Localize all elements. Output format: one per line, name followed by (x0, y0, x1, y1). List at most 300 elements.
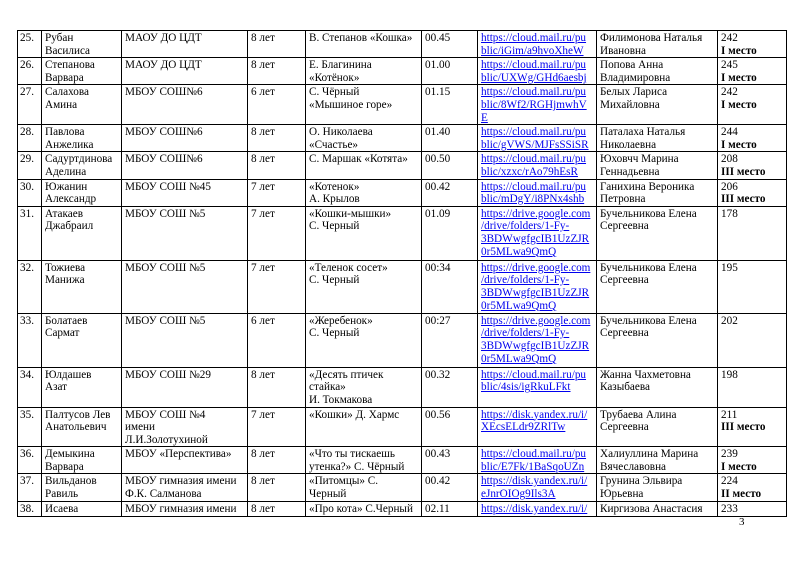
teacher-name-line: Юховчч Марина (600, 153, 679, 166)
video-link[interactable] (481, 181, 593, 206)
table-row (18, 31, 787, 58)
duration-line: 00.42 (425, 180, 451, 193)
table-row (18, 407, 787, 447)
participant-name-line: Манижа (45, 274, 85, 287)
work-title-cell (306, 85, 422, 125)
teacher-name-line: Паталаха Наталья (600, 126, 686, 139)
school-line: МБОУ СОШ№6 (125, 86, 203, 99)
table-row (18, 85, 787, 125)
work-title-cell (306, 125, 422, 152)
work-title-cell (306, 313, 422, 367)
video-link-line: https://drive.google.com (481, 314, 591, 327)
participant-name-cell (42, 313, 122, 367)
participant-name-cell (42, 501, 122, 516)
age-cell (248, 58, 306, 85)
video-link[interactable] (481, 315, 593, 365)
participant-name-line: Болатаев (45, 314, 88, 327)
duration-cell (422, 474, 478, 501)
school-cell (122, 58, 248, 85)
age-cell (248, 313, 306, 367)
teacher-name-line: Бучельникова Елена (600, 261, 697, 274)
work-title-cell (306, 501, 422, 516)
teacher-name-line: Грунина Эльвира (600, 475, 683, 488)
age-cell (248, 125, 306, 152)
video-link-line: https://disk.yandex.ru/i/ (481, 475, 588, 488)
participant-name-line: Анжелика (45, 138, 94, 151)
participant-name-line: Рубан (45, 32, 74, 44)
row-number-cell (18, 85, 42, 125)
age-line: 8 лет (251, 153, 275, 166)
row-number-line: 32. (20, 261, 34, 274)
participant-name-line: Аделина (45, 165, 87, 178)
duration-line: 00.42 (425, 475, 451, 488)
score-cell (718, 125, 787, 152)
work-title-line: Черный (309, 488, 347, 501)
score-cell (718, 179, 787, 206)
video-link[interactable] (481, 32, 593, 57)
participant-name-line: Василиса (45, 44, 91, 57)
age-line: 7 лет (251, 408, 275, 421)
work-title-cell (306, 206, 422, 260)
video-link-cell[interactable] (478, 447, 597, 474)
duration-cell (422, 313, 478, 367)
participant-name-cell (42, 447, 122, 474)
school-cell (122, 501, 248, 516)
score-line: 245 (721, 59, 738, 72)
work-title-line: «Теленок сосет» (309, 261, 388, 274)
video-link-line: /drive/folders/1-Fy- (481, 220, 570, 233)
duration-line: 01.40 (425, 126, 451, 139)
row-number-line: 29. (20, 153, 34, 166)
duration-line: 02.11 (425, 502, 450, 515)
school-cell (122, 260, 248, 313)
school-line: МБОУ гимназия имени (125, 502, 237, 515)
participant-name-line: Тожиева (45, 261, 86, 274)
school-cell (122, 179, 248, 206)
school-cell (122, 407, 248, 447)
score-line: 178 (721, 207, 738, 220)
score-cell (718, 58, 787, 85)
age-line: 6 лет (251, 314, 275, 327)
school-line: МБОУ «Перспектива» (125, 448, 232, 461)
teacher-name-line: Халиуллина Марина (600, 448, 699, 461)
teacher-name-line: Михайловна (600, 98, 660, 111)
teacher-name-cell (597, 501, 718, 516)
row-number-cell (18, 313, 42, 367)
participant-name-line: Анатольевич (45, 421, 107, 434)
duration-cell (422, 179, 478, 206)
table-row (18, 125, 787, 152)
participant-name-cell (42, 206, 122, 260)
row-number-line: 25. (20, 32, 34, 44)
work-title-cell (306, 407, 422, 447)
table-row (18, 152, 787, 179)
page-number: 3 (739, 516, 745, 528)
duration-cell (422, 152, 478, 179)
row-number-cell (18, 474, 42, 501)
teacher-name-line: Геннадьевна (600, 165, 660, 178)
video-link-cell[interactable] (478, 501, 597, 516)
video-link-cell[interactable] (478, 31, 597, 58)
score-cell (718, 31, 787, 58)
work-title-line: «Десять птичек (309, 368, 384, 381)
video-link-line: blic/xzxc/rAo79hEsR (481, 165, 578, 178)
video-link[interactable] (481, 126, 593, 151)
duration-line: 00.50 (425, 153, 451, 166)
video-link-line: https://cloud.mail.ru/pu (481, 86, 587, 99)
video-link[interactable] (481, 475, 593, 500)
work-title-line: «Кошки» Д. Хармс (309, 408, 400, 421)
video-link-line: blic/gVWS/MJFsSSiSR (481, 138, 589, 151)
video-link-line: https://cloud.mail.ru/pu (481, 59, 587, 72)
place-award: III место (721, 421, 766, 434)
work-title-cell (306, 58, 422, 85)
video-link[interactable] (481, 208, 593, 258)
place-award: I место (721, 98, 757, 111)
school-line: МБОУ СОШ№6 (125, 153, 203, 166)
score-line: 211 (721, 408, 738, 421)
participant-name-cell (42, 260, 122, 313)
video-link[interactable] (481, 503, 593, 516)
score-line: 206 (721, 180, 738, 193)
school-line: МБОУ СОШ №5 (125, 261, 206, 274)
video-link-line: https://drive.google.com (481, 261, 591, 274)
video-link-line: https://cloud.mail.ru/pu (481, 126, 587, 139)
table-row (18, 501, 787, 516)
video-link-line: blic/8Wf2/RGHjmwhV (481, 98, 587, 111)
age-cell (248, 31, 306, 58)
work-title-cell (306, 474, 422, 501)
score-cell (718, 407, 787, 447)
age-line: 7 лет (251, 180, 275, 193)
duration-cell (422, 31, 478, 58)
age-cell (248, 206, 306, 260)
work-title-cell (306, 31, 422, 58)
duration-line: 00.56 (425, 408, 451, 421)
duration-cell (422, 501, 478, 516)
video-link[interactable] (481, 262, 593, 312)
teacher-name-line: Бучельникова Елена (600, 207, 697, 220)
video-link-line: 0r5MLwa9QmQ (481, 245, 557, 258)
duration-line: 00:34 (425, 261, 451, 274)
school-line: имени (125, 421, 156, 434)
age-line: 7 лет (251, 207, 275, 220)
teacher-name-cell (597, 85, 718, 125)
duration-cell (422, 260, 478, 313)
teacher-name-cell (597, 179, 718, 206)
video-link-line: blic/E7Fk/1BaSqoUZn (481, 460, 585, 473)
school-cell (122, 206, 248, 260)
score-line: 195 (721, 261, 738, 274)
age-cell (248, 152, 306, 179)
place-award: I место (721, 71, 757, 84)
school-line: МБОУ СОШ №5 (125, 314, 206, 327)
work-title-cell (306, 447, 422, 474)
table-row (18, 474, 787, 501)
participant-name-line: Павлова (45, 126, 85, 139)
row-number-line: 34. (20, 368, 34, 381)
participant-name-line: Атакаев (45, 207, 83, 220)
video-link-line: 3BDWwgfgcIB1UzZJR (481, 232, 590, 245)
video-link[interactable] (481, 448, 593, 473)
row-number-cell (18, 152, 42, 179)
score-line: 239 (721, 448, 738, 461)
duration-line: 00:27 (425, 314, 451, 327)
participant-name-cell (42, 179, 122, 206)
row-number-line: 26. (20, 59, 34, 72)
school-line: МБОУ СОШ №4 (125, 408, 206, 421)
row-number-cell (18, 179, 42, 206)
video-link[interactable] (481, 409, 593, 434)
duration-line: 00.45 (425, 32, 451, 44)
participant-name-cell (42, 85, 122, 125)
school-cell (122, 447, 248, 474)
teacher-name-cell (597, 474, 718, 501)
duration-line: 01.15 (425, 86, 451, 99)
teacher-name-cell (597, 206, 718, 260)
row-number-line: 28. (20, 126, 34, 139)
row-number-cell (18, 260, 42, 313)
age-cell (248, 367, 306, 407)
row-number-cell (18, 31, 42, 58)
duration-cell (422, 206, 478, 260)
duration-cell (422, 367, 478, 407)
video-link-cell[interactable] (478, 206, 597, 260)
teacher-name-line: Ивановна (600, 44, 646, 57)
school-cell (122, 31, 248, 58)
duration-line: 00.43 (425, 448, 451, 461)
video-link-line: https://drive.google.com (481, 207, 591, 220)
participant-name-cell (42, 58, 122, 85)
row-number-cell (18, 447, 42, 474)
video-link-line: /drive/folders/1-Fy- (481, 327, 570, 340)
participant-name-line: Палтусов Лев (45, 408, 111, 421)
place-award: III место (721, 165, 766, 178)
row-number-cell (18, 125, 42, 152)
age-cell (248, 85, 306, 125)
table-row (18, 313, 787, 367)
participant-name-line: Джабраил (45, 220, 94, 233)
teacher-name-cell (597, 313, 718, 367)
row-number-cell (18, 501, 42, 516)
score-line: 224 (721, 475, 738, 488)
video-link-cell[interactable] (478, 313, 597, 367)
score-line: 198 (721, 368, 738, 381)
participant-name-line: Южанин (45, 180, 88, 193)
video-link-line: blic/iGim/a9hvoXheW (481, 44, 584, 57)
score-line: 202 (721, 314, 738, 327)
participant-name-line: Амина (45, 98, 78, 111)
participant-name-line: Салахова (45, 86, 89, 99)
video-link-cell[interactable] (478, 58, 597, 85)
table-row (18, 179, 787, 206)
work-title-line: «Котёнок» (309, 71, 360, 84)
duration-line: 00.32 (425, 368, 451, 381)
video-link-cell[interactable] (478, 474, 597, 501)
video-link-line: https://disk.yandex.ru/i/ (481, 408, 588, 421)
row-number-cell (18, 58, 42, 85)
place-award: I место (721, 138, 757, 151)
school-line: МАОУ ДО ЦДТ (125, 32, 202, 44)
video-link-line: https://cloud.mail.ru/pu (481, 180, 587, 193)
video-link-cell[interactable] (478, 260, 597, 313)
school-cell (122, 152, 248, 179)
participant-name-cell (42, 31, 122, 58)
duration-cell (422, 58, 478, 85)
video-link-line: https://cloud.mail.ru/pu (481, 153, 587, 166)
participant-name-line: Равиль (45, 488, 79, 501)
teacher-name-line: Трубаева Алина (600, 408, 677, 421)
teacher-name-line: Киргизова Анастасия (600, 502, 703, 515)
participant-name-cell (42, 407, 122, 447)
video-link-line: 0r5MLwa9QmQ (481, 352, 557, 365)
school-line: Л.И.Золотухиной (125, 433, 208, 446)
age-cell (248, 447, 306, 474)
age-line: 8 лет (251, 448, 275, 461)
video-link[interactable] (481, 369, 593, 394)
school-cell (122, 474, 248, 501)
work-title-cell (306, 179, 422, 206)
video-link-cell[interactable] (478, 125, 597, 152)
participant-name-line: Вильданов (45, 475, 97, 488)
video-link[interactable] (481, 59, 593, 84)
video-link-cell[interactable] (478, 179, 597, 206)
teacher-name-cell (597, 125, 718, 152)
place-award: III место (721, 193, 766, 206)
participant-name-line: Азат (45, 381, 68, 394)
work-title-line: Е. Благинина (309, 59, 372, 72)
work-title-line: «Счастье» (309, 138, 359, 151)
age-line: 8 лет (251, 502, 275, 515)
teacher-name-cell (597, 31, 718, 58)
video-link-line: E (481, 111, 488, 124)
age-line: 7 лет (251, 261, 275, 274)
teacher-name-cell (597, 152, 718, 179)
row-number-cell (18, 367, 42, 407)
video-link-cell[interactable] (478, 152, 597, 179)
school-cell (122, 125, 248, 152)
age-cell (248, 179, 306, 206)
participant-name-cell (42, 474, 122, 501)
row-number-line: 38. (20, 502, 34, 515)
video-link-cell[interactable] (478, 367, 597, 407)
teacher-name-line: Сергеевна (600, 421, 649, 434)
duration-cell (422, 125, 478, 152)
age-line: 8 лет (251, 475, 275, 488)
video-link-line: /drive/folders/1-Fy- (481, 274, 570, 287)
video-link-cell[interactable] (478, 407, 597, 447)
row-number-line: 27. (20, 86, 34, 99)
video-link-line: eJnrOIOg9Ils3A (481, 488, 556, 501)
teacher-name-line: Петровна (600, 193, 646, 206)
place-award: I место (721, 44, 757, 57)
age-line: 8 лет (251, 59, 275, 72)
video-link[interactable] (481, 86, 593, 124)
score-cell (718, 447, 787, 474)
school-cell (122, 367, 248, 407)
teacher-name-cell (597, 260, 718, 313)
video-link[interactable] (481, 153, 593, 178)
teacher-name-cell (597, 447, 718, 474)
score-line: 242 (721, 86, 738, 99)
work-title-line: И. Токмакова (309, 393, 373, 406)
row-number-line: 35. (20, 408, 34, 421)
teacher-name-line: Филимонова Наталья (600, 32, 703, 44)
school-line: МБОУ СОШ №29 (125, 368, 211, 381)
work-title-line: утенка?» С. Чёрный (309, 460, 405, 473)
age-line: 6 лет (251, 86, 275, 99)
video-link-line: https://cloud.mail.ru/pu (481, 448, 587, 461)
school-line: МАОУ ДО ЦДТ (125, 59, 202, 72)
work-title-line: В. Степанов «Кошка» (309, 32, 413, 44)
age-cell (248, 501, 306, 516)
video-link-line: blic/4sis/igRkuLFkt (481, 381, 571, 394)
participant-name-line: Варвара (45, 460, 84, 473)
work-title-line: «Жеребенок» (309, 314, 373, 327)
table-row (18, 206, 787, 260)
participant-name-line: Степанова (45, 59, 95, 72)
video-link-cell[interactable] (478, 85, 597, 125)
work-title-line: С. Чёрный (309, 86, 360, 99)
place-award: II место (721, 488, 762, 501)
school-line: Ф.К. Салманова (125, 488, 202, 501)
score-line: 242 (721, 32, 738, 44)
duration-cell (422, 407, 478, 447)
participant-name-line: Сармат (45, 327, 80, 340)
work-title-line: С. Черный (309, 274, 360, 287)
work-title-line: С. Маршак «Котята» (309, 153, 408, 166)
teacher-name-line: Николаевна (600, 138, 657, 151)
score-cell (718, 85, 787, 125)
row-number-cell (18, 407, 42, 447)
teacher-name-line: Бучельникова Елена (600, 314, 697, 327)
row-number-line: 33. (20, 314, 34, 327)
participant-name-line: Демыкина (45, 448, 95, 461)
row-number-line: 31. (20, 207, 34, 220)
participant-name-line: Варвара (45, 71, 84, 84)
duration-line: 01.00 (425, 59, 451, 72)
work-title-cell (306, 152, 422, 179)
score-cell (718, 501, 787, 516)
teacher-name-line: Сергеевна (600, 274, 649, 287)
school-cell (122, 85, 248, 125)
place-award: I место (721, 460, 757, 473)
duration-cell (422, 447, 478, 474)
work-title-cell (306, 367, 422, 407)
score-line: 208 (721, 153, 738, 166)
video-link-line: https://cloud.mail.ru/pu (481, 32, 587, 44)
participant-name-line: Александр (45, 193, 97, 206)
row-number-cell (18, 206, 42, 260)
score-line: 244 (721, 126, 738, 139)
age-line: 8 лет (251, 32, 275, 44)
score-cell (718, 152, 787, 179)
duration-line: 01.09 (425, 207, 451, 220)
school-line: МБОУ гимназия имени (125, 475, 237, 488)
duration-cell (422, 85, 478, 125)
teacher-name-line: Белых Лариса (600, 86, 668, 99)
video-link-line: 3BDWwgfgcIB1UzZJR (481, 286, 590, 299)
teacher-name-line: Ганихина Вероника (600, 180, 695, 193)
score-cell (718, 260, 787, 313)
score-cell (718, 313, 787, 367)
school-line: МБОУ СОШ№6 (125, 126, 203, 139)
school-line: МБОУ СОШ №45 (125, 180, 211, 193)
teacher-name-cell (597, 407, 718, 447)
school-cell (122, 313, 248, 367)
results-table (17, 30, 787, 517)
video-link-line: XEcsELdr9ZRlTw (481, 421, 566, 434)
